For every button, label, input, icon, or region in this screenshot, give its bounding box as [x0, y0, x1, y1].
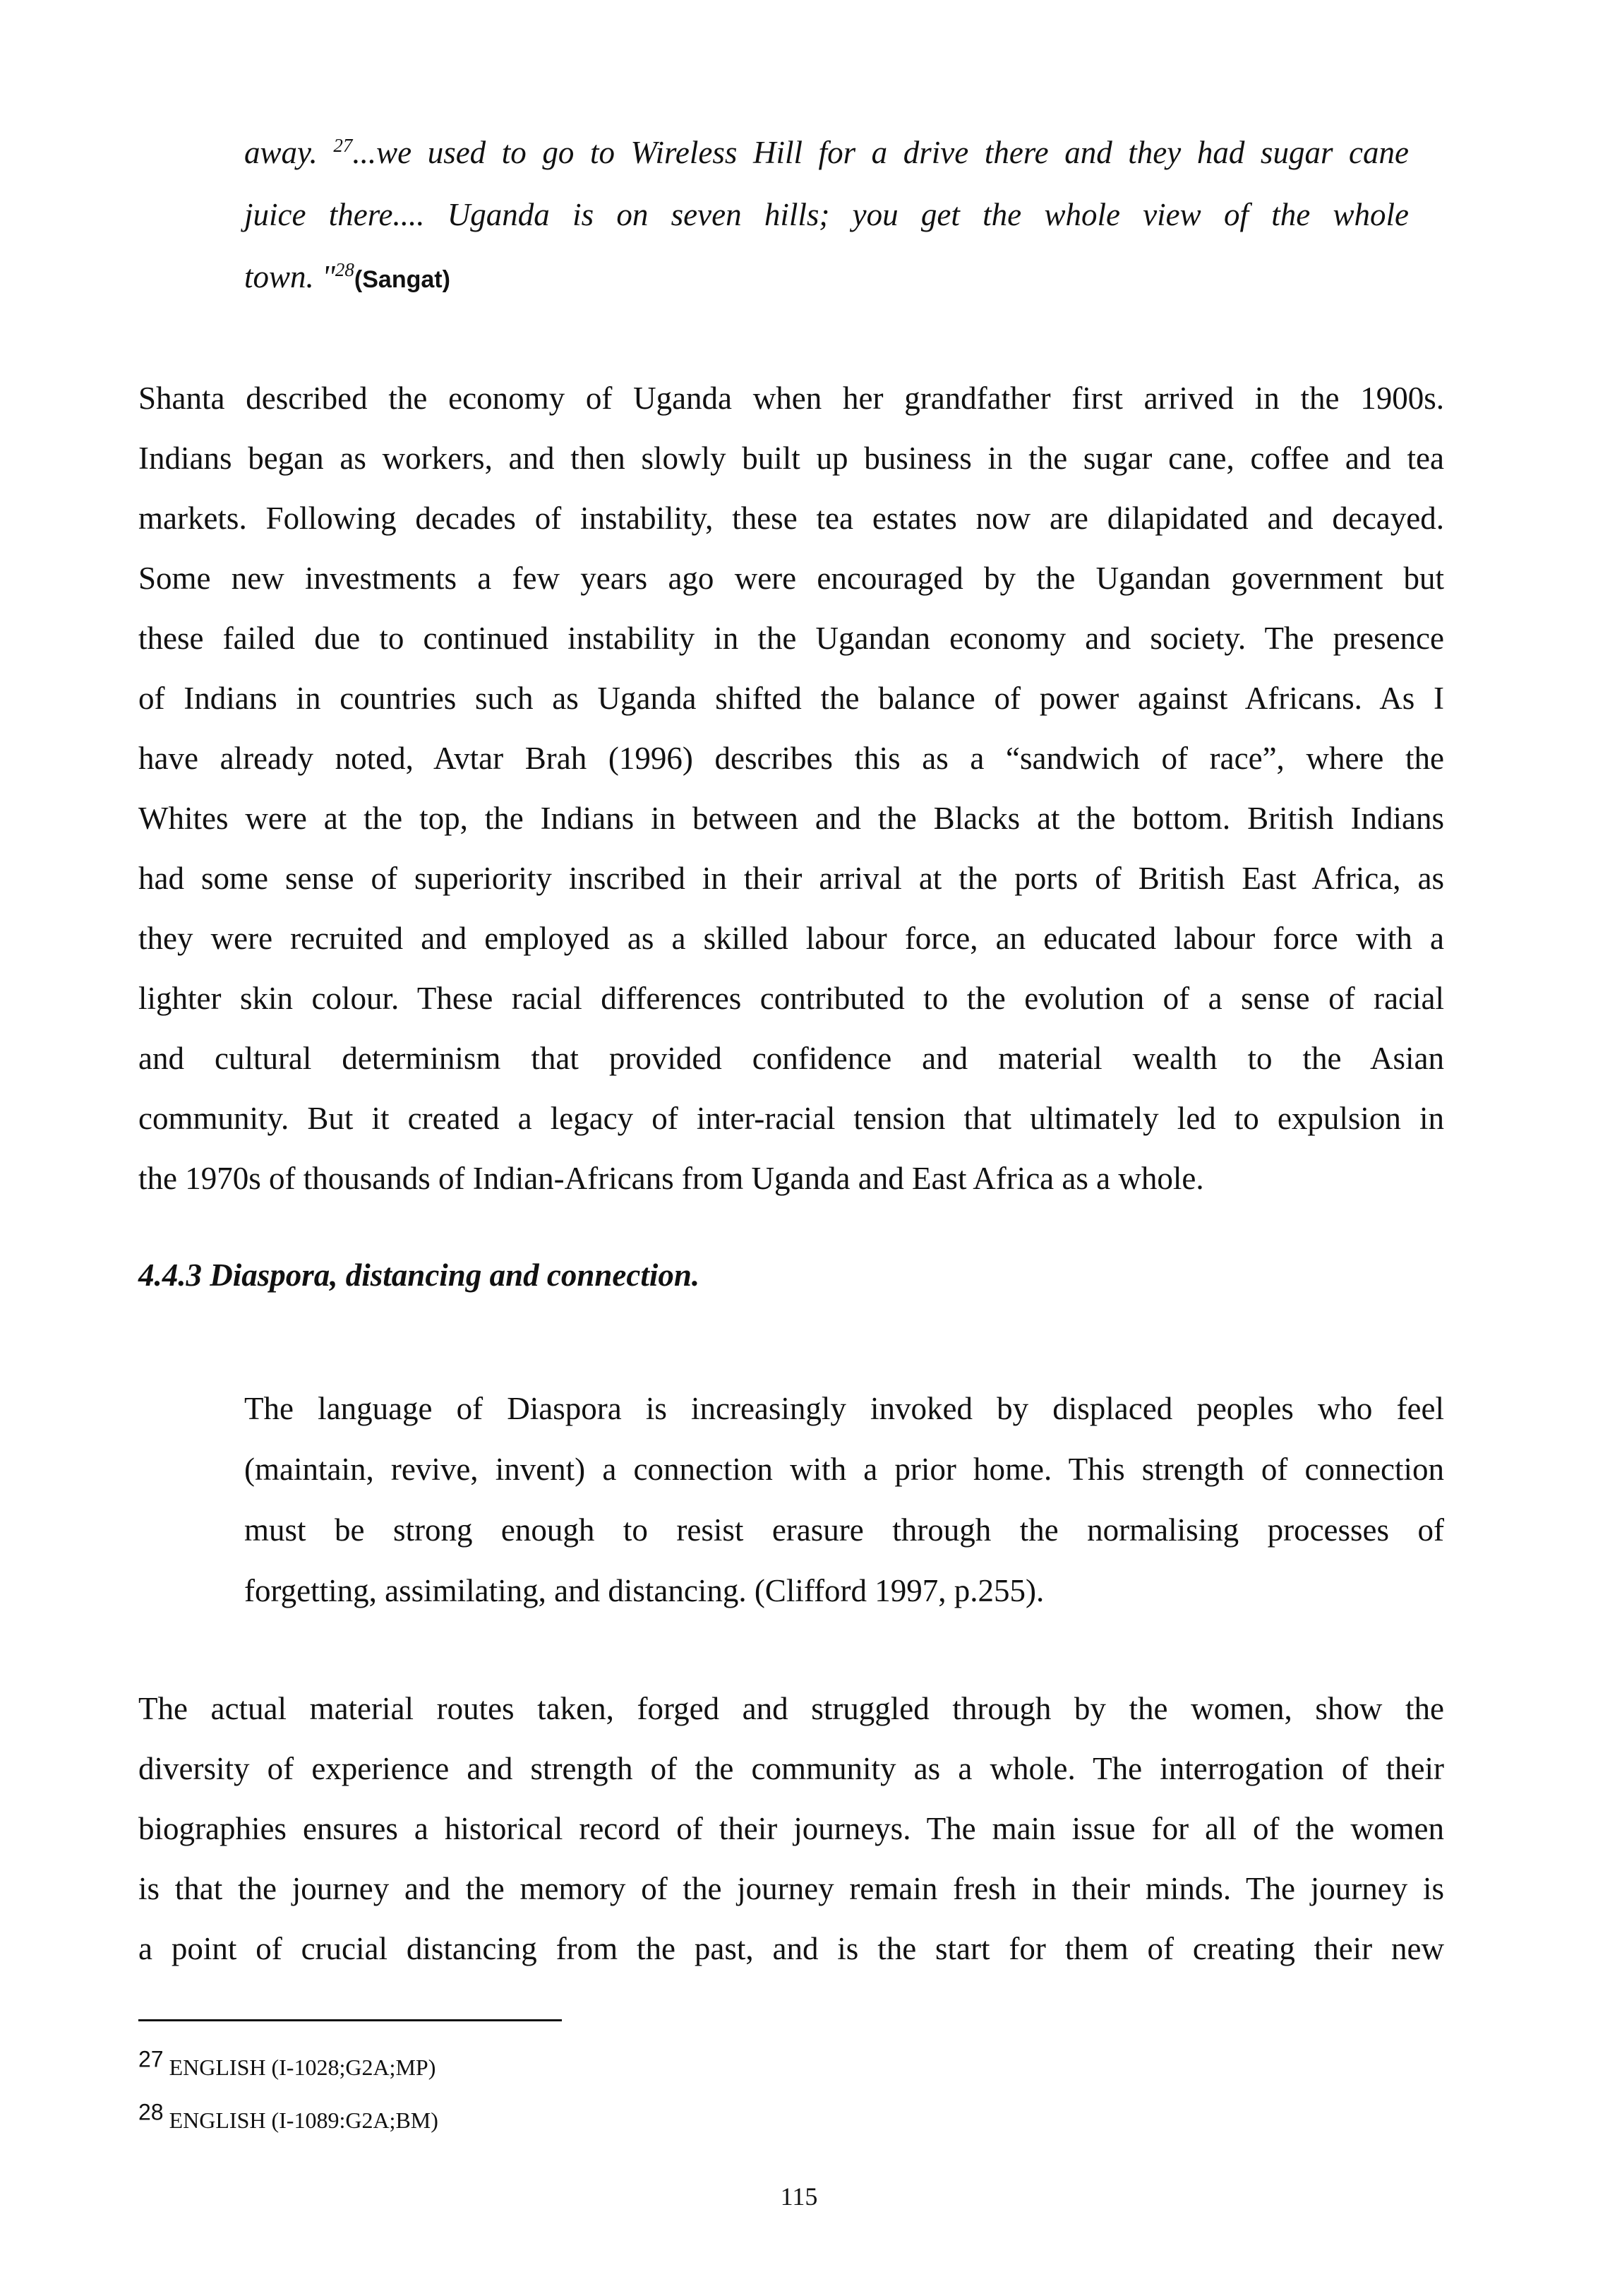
footnote-text: ENGLISH (I-1028;G2A;MP): [169, 2055, 436, 2080]
page-number: 115: [780, 2182, 818, 2211]
footnote: [138, 2046, 436, 2081]
paragraph-line: they were recruited and employed as a skilled labour force, an educated labour force with a: [138, 921, 1444, 956]
block-quote: [244, 1378, 1444, 1621]
paragraph-line: Some new investments a few years ago were encouraged by the Ugandan government but: [138, 561, 1444, 596]
paragraph-line: markets. Following decades of instability, these tea estates now are dilapidated and decayed.: [138, 501, 1444, 536]
paragraph-line: diversity of experience and strength of the community as a whole. The interrogation of their: [138, 1751, 1444, 1786]
footnote-number: 27: [138, 2046, 164, 2072]
block-quote-line: must be strong enough to resist erasure through the normalising processes of: [244, 1512, 1444, 1548]
paragraph-line: is that the journey and the memory of the journey remain fresh in their minds. The journey is: [138, 1871, 1444, 1906]
paragraph-line: Indians began as workers, and then slowly built up business in the sugar cane, coffee and tea: [138, 441, 1444, 476]
block-quote-line: (maintain, revive, invent) a connection with a prior home. This strength of connection: [244, 1452, 1444, 1487]
quote-text: ...we used to go to Wireless Hill for a drive there and they had sugar cane: [352, 135, 1409, 170]
footnote-text: ENGLISH (I-1089:G2A;BM): [169, 2107, 438, 2133]
paragraph-line: Shanta described the economy of Uganda when her grandfather first arrived in the 1900s.: [138, 381, 1444, 416]
body-paragraph: [138, 369, 1444, 1209]
paragraph-line: lighter skin colour. These racial differences contributed to the evolution of a sense of racial: [138, 981, 1444, 1016]
quote-line: [244, 246, 1409, 311]
paragraph-line: biographies ensures a historical record of their journeys. The main issue for all of the women: [138, 1811, 1444, 1846]
paragraph-line: a point of crucial distancing from the past, and is the start for them of creating their new: [138, 1931, 1444, 1966]
paragraph-line: and cultural determinism that provided confidence and material wealth to the Asian: [138, 1041, 1444, 1076]
body-paragraph: [138, 1679, 1444, 1979]
speaker-name: (Sangat): [354, 266, 450, 293]
block-quote-line: The language of Diaspora is increasingly invoked by displaced peoples who feel: [244, 1391, 1444, 1426]
footnote-divider: [138, 2019, 562, 2021]
block-quote-line: forgetting, assimilating, and distancing. (Clifford 1997, p.255).: [244, 1573, 1045, 1608]
section-heading: 4.4.3 Diaspora, distancing and connection.: [138, 1257, 700, 1293]
paragraph-line: The actual material routes taken, forged and struggled through by the women, show the: [138, 1691, 1444, 1726]
paragraph-line: of Indians in countries such as Uganda shifted the balance of power against Africans. As I: [138, 681, 1444, 716]
interview-quote: [244, 121, 1409, 311]
footnote-ref[interactable]: 27: [333, 135, 353, 156]
paragraph-line: had some sense of superiority inscribed in their arrival at the ports of British East Africa, as: [138, 861, 1444, 896]
quote-line: juice there.... Uganda is on seven hills; you get the whole view of the whole: [244, 197, 1409, 232]
paragraph-line: community. But it created a legacy of inter-racial tension that ultimately led to expulsion in: [138, 1101, 1444, 1136]
footnote-ref[interactable]: 28: [335, 259, 354, 280]
footnote-number: 28: [138, 2099, 164, 2125]
quote-line: [244, 121, 1409, 184]
paragraph-line: have already noted, Avtar Brah (1996) describes this as a “sandwich of race”, where the: [138, 741, 1444, 776]
paragraph-line: Whites were at the top, the Indians in between and the Blacks at the bottom. British Indians: [138, 801, 1444, 836]
quote-text: town. ": [244, 259, 335, 294]
paragraph-line: these failed due to continued instability in the Ugandan economy and society. The presence: [138, 621, 1444, 656]
footnote: [138, 2099, 438, 2134]
quote-text: away.: [244, 135, 334, 170]
paragraph-line: the 1970s of thousands of Indian-Africans from Uganda and East Africa as a whole.: [138, 1161, 1204, 1196]
